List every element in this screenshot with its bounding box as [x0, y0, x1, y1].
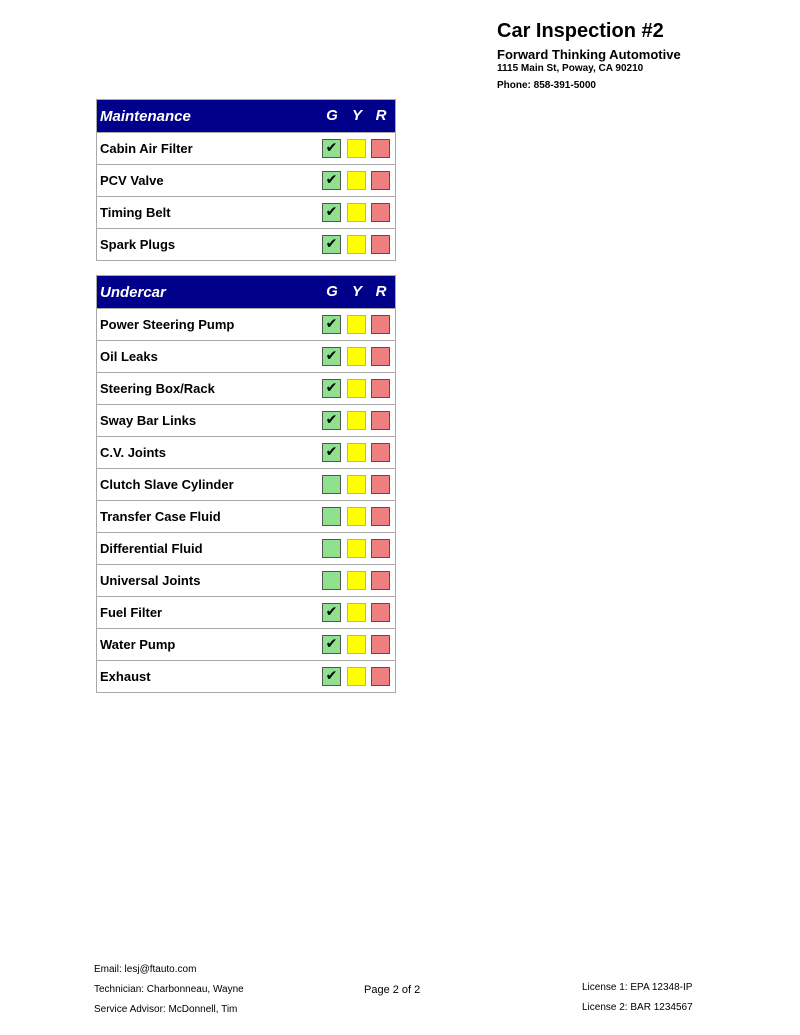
yellow-status-box[interactable] — [347, 539, 366, 558]
green-status-box[interactable] — [322, 203, 341, 222]
checkmark-icon: ✔ — [325, 604, 338, 620]
yellow-status-box[interactable] — [347, 347, 366, 366]
green-status-box[interactable] — [322, 315, 341, 334]
green-status-box[interactable] — [322, 475, 341, 494]
red-status-box[interactable] — [371, 507, 390, 526]
red-status-box[interactable] — [371, 411, 390, 430]
inspection-item-label: Sway Bar Links — [100, 413, 197, 428]
red-status-box[interactable] — [371, 139, 390, 158]
section-header — [97, 276, 395, 308]
yellow-status-box[interactable] — [347, 667, 366, 686]
company-phone: Phone: 858-391-5000 — [497, 80, 596, 91]
yellow-status-box[interactable] — [347, 443, 366, 462]
inspection-item-label: Differential Fluid — [100, 541, 203, 556]
inspection-row — [97, 372, 395, 404]
inspection-row — [97, 532, 395, 564]
checkmark-icon: ✔ — [325, 348, 338, 364]
inspection-row — [97, 628, 395, 660]
inspection-item-label: Spark Plugs — [100, 237, 176, 252]
yellow-status-box[interactable] — [347, 203, 366, 222]
yellow-status-box[interactable] — [347, 139, 366, 158]
inspection-row — [97, 132, 395, 164]
green-status-box[interactable] — [322, 235, 341, 254]
green-status-box[interactable] — [322, 171, 341, 190]
inspection-item-label: Exhaust — [100, 669, 151, 684]
footer-email: Email: lesj@ftauto.com — [94, 964, 197, 975]
column-header-g: G — [326, 107, 338, 124]
green-status-box[interactable] — [322, 443, 341, 462]
inspection-item-label: Steering Box/Rack — [100, 381, 215, 396]
green-status-box[interactable] — [322, 411, 341, 430]
report-header — [497, 18, 681, 92]
footer-contact — [94, 960, 244, 1020]
yellow-status-box[interactable] — [347, 171, 366, 190]
inspection-item-label: Fuel Filter — [100, 605, 163, 620]
inspection-row — [97, 228, 395, 260]
red-status-box[interactable] — [371, 635, 390, 654]
red-status-box[interactable] — [371, 571, 390, 590]
red-status-box[interactable] — [371, 667, 390, 686]
inspection-item-label: C.V. Joints — [100, 445, 166, 460]
inspection-row — [97, 196, 395, 228]
checkmark-icon: ✔ — [325, 444, 338, 460]
red-status-box[interactable] — [371, 235, 390, 254]
green-status-box[interactable] — [322, 667, 341, 686]
yellow-status-box[interactable] — [347, 635, 366, 654]
red-status-box[interactable] — [371, 603, 390, 622]
inspection-item-label: Timing Belt — [100, 205, 171, 220]
red-status-box[interactable] — [371, 379, 390, 398]
yellow-status-box[interactable] — [347, 315, 366, 334]
green-status-box[interactable] — [322, 347, 341, 366]
red-status-box[interactable] — [371, 347, 390, 366]
green-status-box[interactable] — [322, 635, 341, 654]
checkmark-icon: ✔ — [325, 636, 338, 652]
column-header-g: G — [326, 283, 338, 300]
inspection-row — [97, 660, 395, 692]
inspection-row — [97, 436, 395, 468]
inspection-item-label: Water Pump — [100, 637, 176, 652]
section-title: Maintenance — [100, 107, 191, 125]
inspection-item-label: PCV Valve — [100, 173, 164, 188]
yellow-status-box[interactable] — [347, 475, 366, 494]
red-status-box[interactable] — [371, 475, 390, 494]
page-title: Car Inspection #2 — [497, 20, 664, 42]
yellow-status-box[interactable] — [347, 379, 366, 398]
checkmark-icon: ✔ — [325, 412, 338, 428]
checkmark-icon: ✔ — [325, 172, 338, 188]
column-header-r: R — [375, 107, 387, 124]
green-status-box[interactable] — [322, 379, 341, 398]
checkmark-icon: ✔ — [325, 236, 338, 252]
red-status-box[interactable] — [371, 171, 390, 190]
inspection-row — [97, 164, 395, 196]
checkmark-icon: ✔ — [325, 380, 338, 396]
footer-licenses — [582, 978, 693, 1018]
inspection-item-label: Cabin Air Filter — [100, 141, 193, 156]
red-status-box[interactable] — [371, 203, 390, 222]
green-status-box[interactable] — [322, 603, 341, 622]
company-name: Forward Thinking Automotive — [497, 47, 681, 62]
footer-advisor: Service Advisor: McDonnell, Tim — [94, 1004, 238, 1015]
inspection-item-label: Power Steering Pump — [100, 317, 235, 332]
yellow-status-box[interactable] — [347, 571, 366, 590]
green-status-box[interactable] — [322, 571, 341, 590]
section-title: Undercar — [100, 283, 166, 301]
column-header-y: Y — [351, 107, 362, 124]
inspection-item-label: Oil Leaks — [100, 349, 158, 364]
inspection-row — [97, 468, 395, 500]
section-1 — [96, 275, 396, 693]
yellow-status-box[interactable] — [347, 507, 366, 526]
checkmark-icon: ✔ — [325, 668, 338, 684]
inspection-item-label: Universal Joints — [100, 573, 201, 588]
checkmark-icon: ✔ — [325, 316, 338, 332]
yellow-status-box[interactable] — [347, 603, 366, 622]
inspection-item-label: Clutch Slave Cylinder — [100, 477, 234, 492]
green-status-box[interactable] — [322, 139, 341, 158]
inspection-row — [97, 564, 395, 596]
checkmark-icon: ✔ — [325, 204, 338, 220]
inspection-item-label: Transfer Case Fluid — [100, 509, 221, 524]
green-status-box[interactable] — [322, 539, 341, 558]
license-1: License 1: EPA 12348-IP — [582, 982, 693, 993]
red-status-box[interactable] — [371, 443, 390, 462]
inspection-row — [97, 308, 395, 340]
inspection-row — [97, 500, 395, 532]
footer-technician: Technician: Charbonneau, Wayne — [94, 984, 244, 995]
inspection-row — [97, 404, 395, 436]
section-header — [97, 100, 395, 132]
green-status-box[interactable] — [322, 507, 341, 526]
inspection-row — [97, 596, 395, 628]
yellow-status-box[interactable] — [347, 235, 366, 254]
checkmark-icon: ✔ — [325, 140, 338, 156]
company-address: 1115 Main St, Poway, CA 90210 — [497, 63, 644, 74]
column-header-r: R — [375, 283, 387, 300]
red-status-box[interactable] — [371, 539, 390, 558]
section-0 — [96, 99, 396, 261]
inspection-row — [97, 340, 395, 372]
page-number: Page 2 of 2 — [364, 984, 421, 996]
yellow-status-box[interactable] — [347, 411, 366, 430]
column-header-y: Y — [351, 283, 362, 300]
red-status-box[interactable] — [371, 315, 390, 334]
license-2: License 2: BAR 1234567 — [582, 1002, 693, 1013]
